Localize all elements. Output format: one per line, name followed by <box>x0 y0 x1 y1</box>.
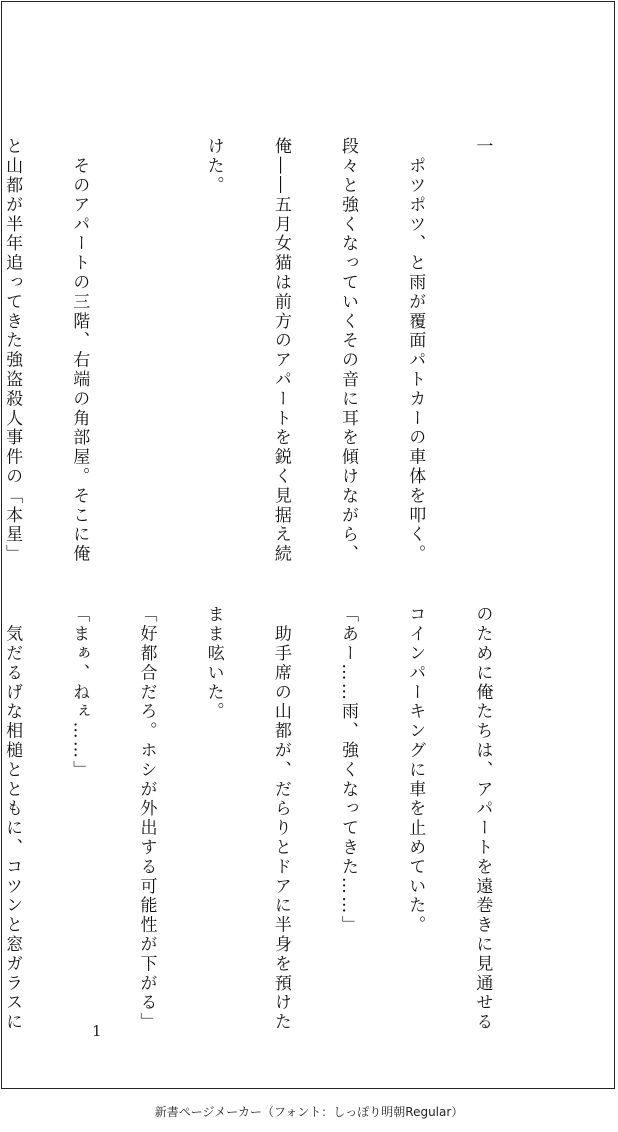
text-block-bottom <box>0 574 532 1033</box>
column-line: まま呟いた。 <box>203 605 224 722</box>
column-line: 俺――五月女猫は前方のアパートを鋭く見据え続 <box>270 137 291 565</box>
column-line: 「好都合だろ。ホシが外出する可能性が下がる」 <box>136 605 157 1033</box>
column-line: ポツポツ、と雨が覆面パトカーの車体を叩く。 <box>405 137 426 565</box>
column-line: そのアパートの三階、右端の角部屋。そこに俺 <box>69 137 90 565</box>
footer-caption: 新書ページメーカー（フォント：しっぽり明朝Regular） <box>154 1105 464 1119</box>
column-line: のために俺たちは、アパートを遠巻きに見通せる <box>472 605 493 1033</box>
column-line: 「あー……雨、強くなってきた……」 <box>338 605 359 936</box>
column-line: 段々と強くなっていくその音に耳を傾けながら、 <box>338 137 359 565</box>
column-line: 気だるげな相槌とともに、コツンと窓ガラスに <box>2 605 23 1033</box>
novel-page <box>1 1 615 1089</box>
column-line: 一 <box>472 137 493 157</box>
column-line: 助手席の山都が、だらりとドアに半身を預けた <box>270 605 291 1033</box>
column-line: と山都が半年追ってきた強盗殺人事件の「本星」 <box>2 137 23 565</box>
text-block-top <box>0 106 532 565</box>
column-line: けた。 <box>203 137 224 196</box>
column-line: コインパーキングに車を止めていた。 <box>405 605 426 936</box>
page-number: 1 <box>92 1022 102 1040</box>
column-line: 「まぁ、ねぇ……」 <box>69 605 90 780</box>
